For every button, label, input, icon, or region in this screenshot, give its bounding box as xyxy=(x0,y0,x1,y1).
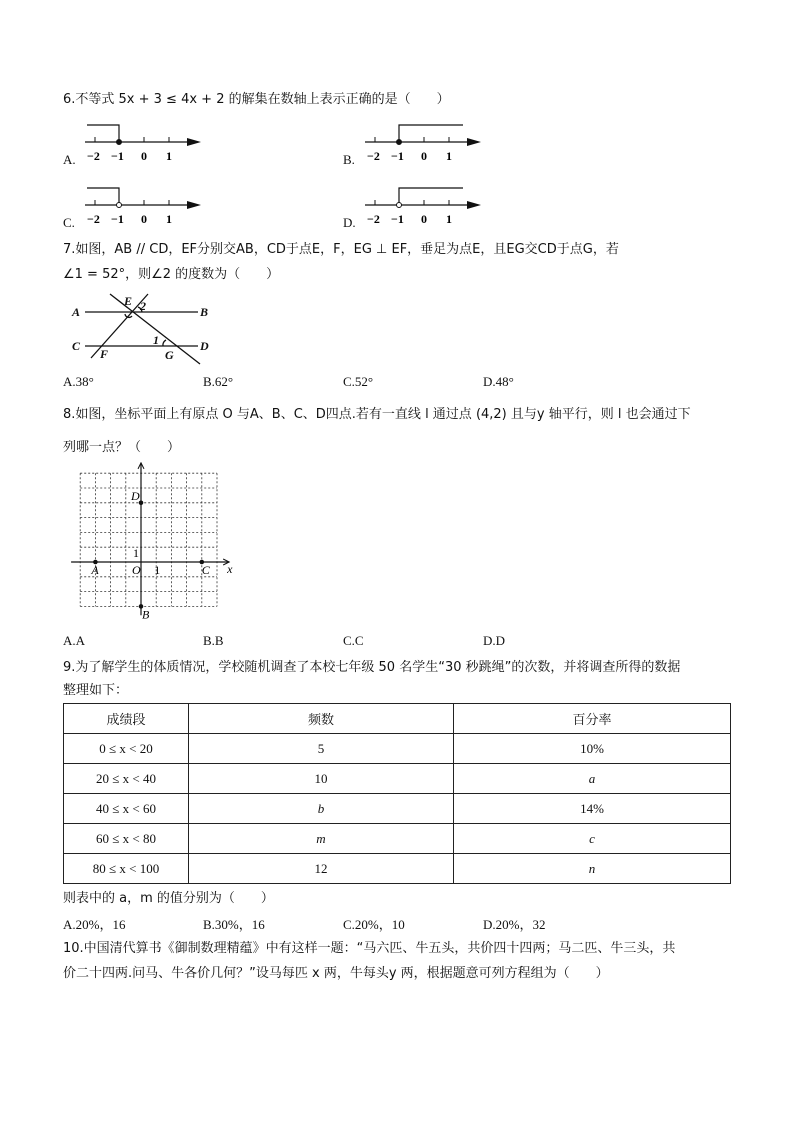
tick-label: 1 xyxy=(166,149,172,163)
open-dot xyxy=(397,203,402,208)
tick-label: 0 xyxy=(141,212,147,226)
q7-option-c: C.52° xyxy=(343,374,374,389)
arrow-icon xyxy=(187,138,201,146)
q7-stem-line2: ∠1 = 52°，则∠2 的度数为（ ） xyxy=(63,267,280,282)
table-cell: c xyxy=(454,824,731,854)
point-label-c: C xyxy=(201,563,210,577)
q8-option-c: C.C xyxy=(343,633,364,648)
y-unit-label: 1 xyxy=(133,546,139,561)
x-axis-label: x xyxy=(227,562,233,576)
table-row xyxy=(64,824,731,854)
q6-number-line-d xyxy=(363,183,483,228)
table-header-row xyxy=(64,704,731,734)
q6-option-a-label: A. xyxy=(63,152,76,167)
point-label-d: D xyxy=(131,488,140,503)
table-header-cell: 成绩段 xyxy=(64,704,189,734)
tick-label: −2 xyxy=(367,212,380,226)
table-cell: m xyxy=(189,824,454,854)
fig7-label-d: D xyxy=(200,339,209,353)
fig7-label-g: G xyxy=(165,348,174,362)
q7-parallel-lines-figure xyxy=(65,290,225,365)
table-cell: 5 xyxy=(189,734,454,764)
tick-label: 1 xyxy=(446,212,452,226)
tick-label: 1 xyxy=(446,149,452,163)
fig7-angle-2: 2 xyxy=(140,299,146,313)
table-cell: 14% xyxy=(454,794,731,824)
q8-option-b: B.B xyxy=(203,633,224,648)
q7-option-b: B.62° xyxy=(203,374,234,389)
q9-option-d: D.20%，32 xyxy=(483,917,546,932)
fig7-angle-1: 1 xyxy=(153,333,159,347)
q7-stem-line1: 7.如图，AB // CD，EF分别交AB，CD于点E，F，EG ⊥ EF，垂足为点E，且EG交CD于点G，若 xyxy=(63,242,619,257)
table-cell: 12 xyxy=(189,854,454,884)
q9-stem-line1: 9.为了解学生的体质情况，学校随机调查了本校七年级 50 名学生“30 秒跳绳”的次数，并将调查所得的数据 xyxy=(63,660,681,675)
table-cell: 60 ≤ x < 80 xyxy=(64,824,189,854)
x-unit-label: 1 xyxy=(154,563,161,577)
origin-label: O xyxy=(132,563,141,577)
q6-number-line-b xyxy=(363,120,483,165)
table-cell: n xyxy=(454,854,731,884)
tick-label: 0 xyxy=(421,212,427,226)
q9-option-a: A.20%，16 xyxy=(63,917,126,932)
table-cell: a xyxy=(454,764,731,794)
q6-option-b-label: B. xyxy=(343,152,355,167)
q8-option-a: A.A xyxy=(63,633,86,648)
q9-stem-line2: 整理如下： xyxy=(63,683,129,698)
table-row xyxy=(64,854,731,884)
point-label-a: A xyxy=(91,563,99,577)
table-cell: b xyxy=(189,794,454,824)
q8-coordinate-grid xyxy=(70,462,240,632)
point-label-b: B xyxy=(142,607,150,622)
tick-label: −2 xyxy=(367,149,380,163)
tick-label: 0 xyxy=(421,149,427,163)
q8-option-d: D.D xyxy=(483,633,506,648)
filled-dot xyxy=(397,140,402,145)
q9-option-b: B.30%，16 xyxy=(203,917,265,932)
tick-label: −1 xyxy=(111,149,124,163)
arrow-icon xyxy=(187,201,201,209)
q9-option-c: C.20%，10 xyxy=(343,917,405,932)
tick-label: −1 xyxy=(391,212,404,226)
table-cell: 80 ≤ x < 100 xyxy=(64,854,189,884)
table-cell: 40 ≤ x < 60 xyxy=(64,794,189,824)
fig7-label-b: B xyxy=(200,305,209,319)
fig7-label-c: C xyxy=(72,339,81,353)
fig7-label-a: A xyxy=(72,305,81,319)
table-header-cell: 频数 xyxy=(189,704,454,734)
fig7-label-f: F xyxy=(100,347,109,361)
arrow-icon xyxy=(467,138,481,146)
table-cell: 20 ≤ x < 40 xyxy=(64,764,189,794)
tick-label: −2 xyxy=(87,149,100,163)
q6-number-line-c xyxy=(83,183,203,228)
q9-frequency-table xyxy=(63,703,731,884)
q10-stem-line2: 价二十四两.问马、牛各价几何？”设马每匹 x 两，牛每头y 两，根据题意可列方程组为（ ） xyxy=(63,966,609,981)
table-cell: 10 xyxy=(189,764,454,794)
q6-number-line-a xyxy=(83,120,203,165)
fig7-label-e: E xyxy=(124,294,133,308)
table-cell: 10% xyxy=(454,734,731,764)
q6-option-d-label: D. xyxy=(343,215,356,230)
table-row xyxy=(64,734,731,764)
table-row xyxy=(64,794,731,824)
q7-option-d: D.48° xyxy=(483,374,514,389)
tick-label: −1 xyxy=(111,212,124,226)
table-header-cell: 百分率 xyxy=(454,704,731,734)
q9-question: 则表中的 a，m 的值分别为（ ） xyxy=(63,891,274,906)
arrow-icon xyxy=(467,201,481,209)
q10-stem-line1: 10.中国清代算书《御制数理精蕴》中有这样一题：“马六匹、牛五头，共价四十四两；马二匹、牛三头，共 xyxy=(63,941,676,956)
table-row xyxy=(64,764,731,794)
q7-option-a: A.38° xyxy=(63,374,94,389)
q6-option-c-label: C. xyxy=(63,215,75,230)
q8-stem-line1: 8.如图，坐标平面上有原点 O 与A、B、C、D四点.若有一直线 l 通过点 (4,2) 且与y 轴平行，则 l 也会通过下 xyxy=(63,407,691,422)
tick-label: 0 xyxy=(141,149,147,163)
q8-stem-line2: 列哪一点？（ ） xyxy=(63,440,181,455)
filled-dot xyxy=(117,140,122,145)
open-dot xyxy=(117,203,122,208)
tick-label: −1 xyxy=(391,149,404,163)
tick-label: 1 xyxy=(166,212,172,226)
q6-stem: 6.不等式 5x + 3 ≤ 4x + 2 的解集在数轴上表示正确的是（ ） xyxy=(63,92,450,107)
tick-label: −2 xyxy=(87,212,100,226)
table-cell: 0 ≤ x < 20 xyxy=(64,734,189,764)
